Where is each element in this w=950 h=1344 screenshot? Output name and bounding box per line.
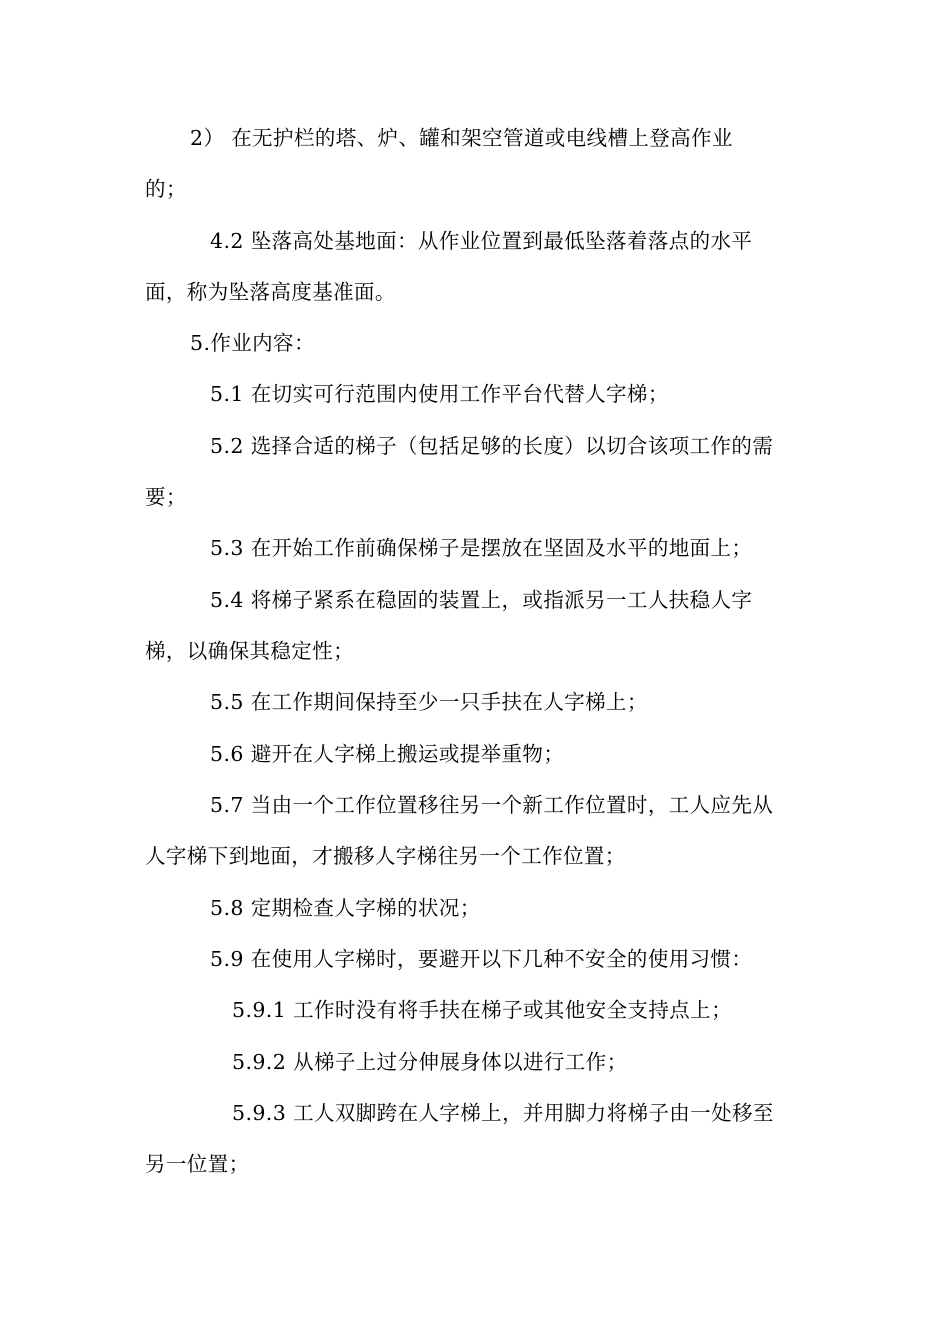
paragraph-5-9-3-line-2: 另一位置； [145,1152,250,1176]
paragraph-5-8: 5.8 定期检查人字梯的状况； [210,896,481,920]
paragraph-5-9-2: 5.9.2 从梯子上过分伸展身体以进行工作； [232,1050,628,1074]
paragraph-5-1: 5.1 在切实可行范围内使用工作平台代替人字梯； [210,382,669,406]
paragraph-4-2-line-1: 4.2 坠落高处基地面：从作业位置到最低坠落着落点的水平 [210,229,753,253]
paragraph-4-2-line-2: 面，称为坠落高度基准面。 [145,280,396,304]
paragraph-2-line-1: 2） 在无护栏的塔、炉、罐和架空管道或电线槽上登高作业 [190,126,733,150]
paragraph-5-5: 5.5 在工作期间保持至少一只手扶在人字梯上； [210,690,648,714]
paragraph-5-4-line-2: 梯，以确保其稳定性； [145,639,354,663]
paragraph-5-7-line-1: 5.7 当由一个工作位置移往另一个新工作位置时，工人应先从 [210,793,774,817]
paragraph-5-3: 5.3 在开始工作前确保梯子是摆放在坚固及水平的地面上； [210,536,753,560]
paragraph-2-line-2: 的； [145,177,187,201]
paragraph-5-9: 5.9 在使用人字梯时，要避开以下几种不安全的使用习惯： [210,947,753,971]
paragraph-5-2-line-1: 5.2 选择合适的梯子（包括足够的长度）以切合该项工作的需 [210,434,774,458]
paragraph-5-9-1: 5.9.1 工作时没有将手扶在梯子或其他安全支持点上； [232,998,732,1022]
paragraph-5-4-line-1: 5.4 将梯子紧系在稳固的装置上，或指派另一工人扶稳人字 [210,588,753,612]
paragraph-5-9-3-line-1: 5.9.3 工人双脚跨在人字梯上，并用脚力将梯子由一处移至 [232,1101,774,1125]
section-heading-5: 5.作业内容： [190,331,315,355]
paragraph-5-6: 5.6 避开在人字梯上搬运或提举重物； [210,742,565,766]
paragraph-5-7-line-2: 人字梯下到地面，才搬移人字梯往另一个工作位置； [145,844,626,868]
paragraph-5-2-line-2: 要； [145,485,187,509]
